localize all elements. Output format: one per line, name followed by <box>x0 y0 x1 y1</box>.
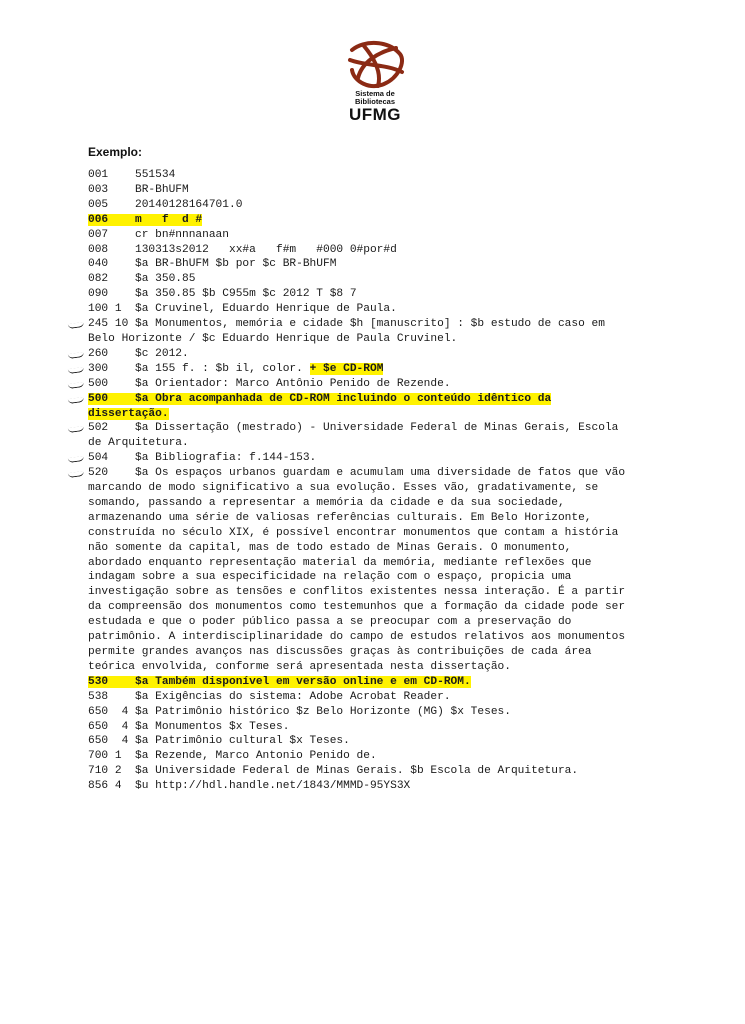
record-line-highlighted <box>88 407 668 422</box>
check-mark-icon <box>68 456 85 463</box>
record-line: 001 551534 <box>88 169 176 181</box>
check-mark-icon <box>68 397 85 404</box>
record-line-marked <box>88 421 668 436</box>
record-line: indagam sobre a sua especificidade na relação com o espaço, propicia uma <box>88 571 572 584</box>
logo-line-1: Sistema de <box>355 89 395 98</box>
record-line: não somente da capital, mas de todo estado de Minas Gerais. O monumento, <box>88 541 572 554</box>
record-line: 005 20140128164701.0 <box>88 198 243 211</box>
record-line: abordado enquanto representação material da memória, mediante reflexões que <box>88 556 592 569</box>
record-text: 245 10 $a Monumentos, memória e cidade $h [manuscrito] : $b estudo de caso em <box>88 318 605 331</box>
record-line: 700 1 $a Rezende, Marco Antonio Penido de. <box>88 750 377 763</box>
highlight: dissertação. <box>88 407 169 420</box>
record-line: 090 $a 350.85 $b C955m $c 2012 T $8 7 <box>88 288 357 301</box>
record-line: armazenando uma série de valiosas referências culturais. Em Belo Horizonte, <box>88 511 592 524</box>
page-heading: Exemplo: <box>88 145 143 159</box>
record-text: 502 $a Dissertação (mestrado) - Universidade Federal de Minas Gerais, Escola <box>88 422 619 435</box>
record-line: patrimônio. A interdisciplinaridade do campo de estudos relativos aos monumentos <box>88 631 626 644</box>
record-text: 300 $a 155 f. : $b il, color. <box>88 362 310 375</box>
record-line: 650 4 $a Monumentos $x Teses. <box>88 720 290 733</box>
check-mark-icon <box>68 367 85 374</box>
record-line: 003 BR-BhUFM <box>88 183 189 196</box>
record-text: 260 $c 2012. <box>88 347 189 360</box>
highlight: 500 $a Obra acompanhada de CD-ROM incluindo o conteúdo idêntico da <box>88 392 552 405</box>
record-line-marked <box>88 347 668 362</box>
record-line-marked <box>88 377 668 392</box>
record-line: Belo Horizonte / $c Eduardo Henrique de Paula Cruvinel. <box>88 332 458 345</box>
record-line: teórica envolvida, conforme será apresentada nesta dissertação. <box>88 660 511 673</box>
record-text: 520 $a Os espaços urbanos guardam e acumulam uma diversidade de fatos que vão <box>88 467 626 480</box>
record-line-highlighted <box>88 675 668 690</box>
highlight: + $e CD-ROM <box>309 362 384 375</box>
ufmg-library-logo <box>330 38 420 124</box>
record-line: de Arquitetura. <box>88 437 189 450</box>
record-line: somando, passando a representar a memória da cidade e da sua sociedade, <box>88 496 565 509</box>
record-line: 710 2 $a Universidade Federal de Minas Gerais. $b Escola de Arquitetura. <box>88 765 579 778</box>
record-line: 650 4 $a Patrimônio cultural $x Teses. <box>88 735 350 748</box>
record-line: investigação sobre as tensões e conflitos existentes nessa interação. É a partir <box>88 586 626 599</box>
record-line: 650 4 $a Patrimônio histórico $z Belo Horizonte (MG) $x Teses. <box>88 705 511 718</box>
record-line-marked <box>88 317 668 332</box>
record-line: 040 $a BR-BhUFM $b por $c BR-BhUFM <box>88 258 337 271</box>
highlight: 006 m f d # <box>88 213 203 226</box>
record-line-marked <box>88 451 668 466</box>
record-line-marked <box>88 362 668 377</box>
record-line: 100 1 $a Cruvinel, Eduardo Henrique de Paula. <box>88 303 397 316</box>
record-line: 856 4 $u http://hdl.handle.net/1843/MMMD-95YS3X <box>88 780 411 793</box>
record-line: permite grandes avanços nas discussões graças às contribuições de cada área <box>88 646 592 658</box>
record-line-highlighted <box>88 213 668 228</box>
record-line: 008 130313s2012 xx#a f#m #000 0#por#d <box>88 243 397 256</box>
knot-emblem-icon <box>344 38 406 90</box>
check-mark-icon <box>68 352 85 359</box>
check-mark-icon <box>68 426 85 433</box>
record-text: 500 $a Orientador: Marco Antônio Penido de Rezende. <box>88 377 451 390</box>
record-text: 504 $a Bibliografia: f.144-153. <box>88 452 317 465</box>
check-mark-icon <box>68 471 85 478</box>
record-line: 007 cr bn#nnnanaan <box>88 228 229 241</box>
record-line: da compreensão dos monumentos como testemunhos que a formação da cidade pode ser <box>88 601 626 614</box>
logo-line-2: Bibliotecas <box>354 97 395 106</box>
check-mark-icon <box>68 322 85 329</box>
record-line-marked <box>88 466 668 481</box>
highlight: 530 $a Também disponível em versão online e em CD-ROM. <box>88 675 471 688</box>
check-mark-icon <box>68 382 85 389</box>
record-line: 082 $a 350.85 <box>88 273 196 286</box>
marc-record <box>88 168 668 794</box>
record-line: estudada e que o poder público passa a se preocupar com a preservação do <box>88 616 572 629</box>
record-line: 538 $a Exigências do sistema: Adobe Acrobat Reader. <box>88 690 451 703</box>
record-line: marcando de modo significativo a sua evolução. Esses vão, gradativamente, se <box>88 482 599 495</box>
record-line-highlighted <box>88 392 668 407</box>
record-line: construída no século XIX, é possível encontrar monumentos que contam a história <box>88 526 619 539</box>
logo-line-3: UFMG <box>348 105 402 124</box>
